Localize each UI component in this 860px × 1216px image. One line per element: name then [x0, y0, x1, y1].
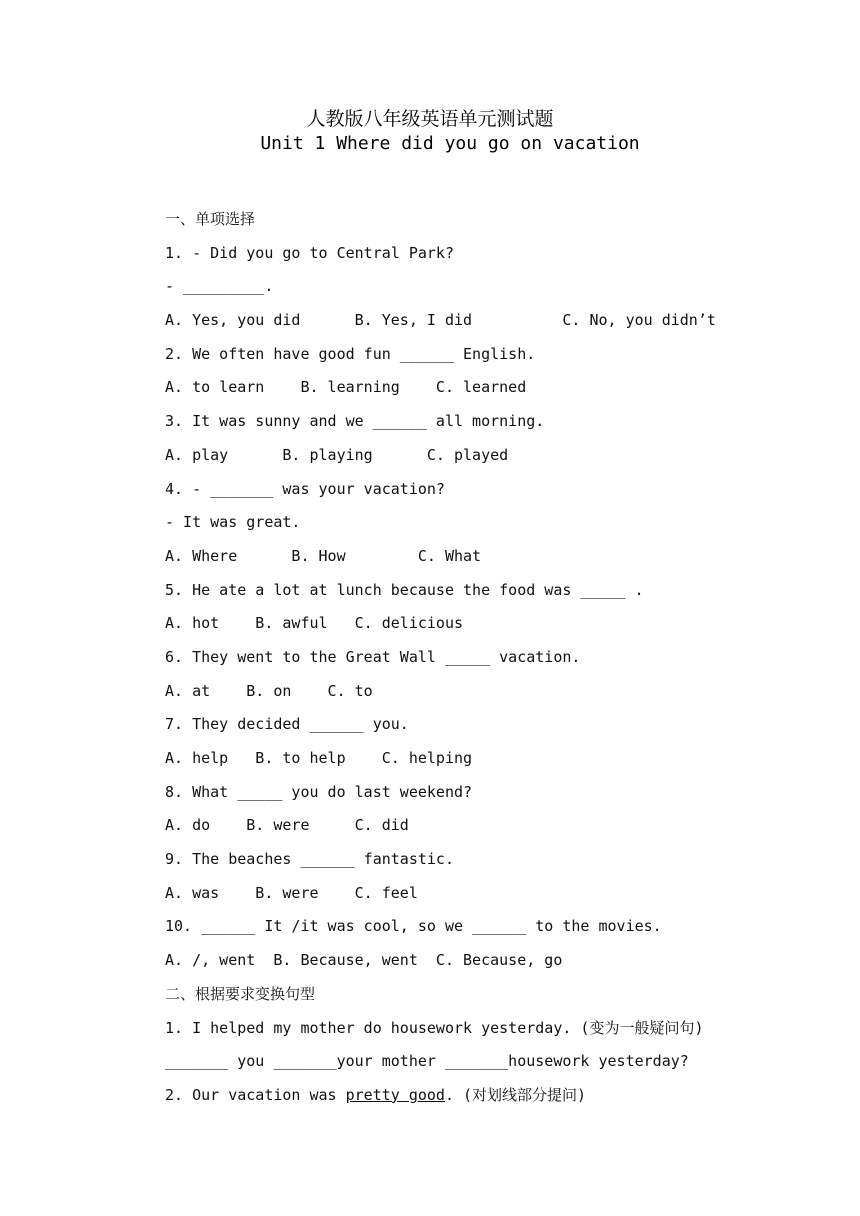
transform-question-2-suffix: . (对划线部分提问): [444, 1085, 587, 1104]
options-4: A. Where B. How C. What: [165, 546, 482, 565]
question-6: 6. They went to the Great Wall _____ vacation.: [165, 647, 581, 666]
transform-question-2-prefix: 2. Our vacation was: [165, 1085, 346, 1104]
question-2: 2. We often have good fun ______ English.: [165, 344, 536, 363]
section-heading-1: 一、单项选择: [165, 210, 256, 228]
options-3: A. play B. playing C. played: [165, 445, 509, 464]
question-4: 4. - _______ was your vacation?: [165, 479, 445, 498]
question-5: 5. He ate a lot at lunch because the food was _____ .: [165, 580, 644, 599]
question-1: 1. - Did you go to Central Park?: [165, 243, 454, 262]
section-heading-2: 二、根据要求变换句型: [165, 984, 316, 1003]
underlined-phrase: pretty good: [345, 1085, 445, 1104]
answer-line-4: - It was great.: [165, 513, 301, 532]
document-title-cn: 人教版八年级英语单元测试题: [306, 108, 554, 130]
options-6: A. at B. on C. to: [165, 681, 373, 700]
question-10: 10. ______ It /it was cool, so we ______ to the movies.: [165, 917, 662, 936]
transform-answer-1: _______ you _______your mother _______housework yesterday?: [165, 1052, 689, 1071]
transform-question-2: [165, 1084, 845, 1118]
options-8: A. do B. were C. did: [165, 816, 409, 835]
question-8: 8. What _____ you do last weekend?: [165, 782, 473, 801]
document-body: [165, 208, 845, 1118]
question-3: 3. It was sunny and we ______ all morning.: [165, 412, 545, 431]
options-7: A. help B. to help C. helping: [165, 749, 473, 767]
options-9: A. was B. were C. feel: [165, 883, 418, 902]
options-5: A. hot B. awful C. delicious: [165, 614, 464, 633]
question-7: 7. They decided ______ you.: [165, 715, 409, 734]
transform-question-1: 1. I helped my mother do housework yesterday. (变为一般疑问句): [165, 1018, 704, 1037]
options-10: A. /, went B. Because, went C. Because, go: [165, 951, 563, 970]
document-title-en: Unit 1 Where did you go on vacation: [260, 133, 640, 154]
answer-line-1: - _________.: [165, 277, 274, 296]
options-1: A. Yes, you did B. Yes, I did C. No, you didn’t: [165, 311, 716, 330]
options-2: A. to learn B. learning C. learned: [165, 378, 527, 397]
question-9: 9. The beaches ______ fantastic.: [165, 850, 454, 869]
